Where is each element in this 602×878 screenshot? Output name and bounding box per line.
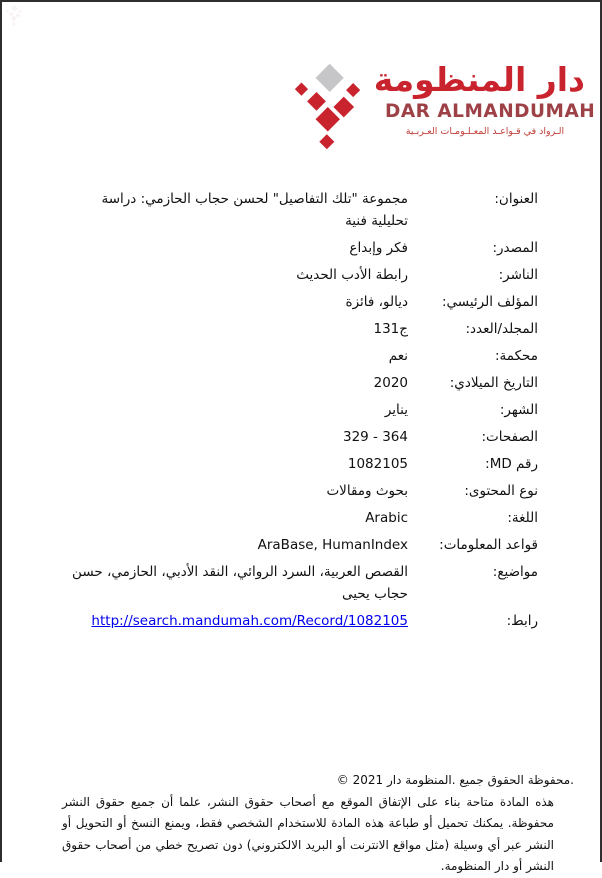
record-row bbox=[62, 480, 538, 502]
watermark-diamonds-icon bbox=[5, 4, 25, 27]
field-label: المصدر: bbox=[492, 240, 538, 256]
field-label: محكمة: bbox=[495, 348, 538, 364]
record-row bbox=[62, 291, 538, 313]
logo-english-name: DAR ALMANDUMAH bbox=[385, 100, 596, 122]
field-label: رابط: bbox=[506, 613, 538, 629]
field-value: ديالو، فائزة bbox=[345, 294, 408, 310]
field-value: بحوث ومقالات bbox=[326, 483, 408, 499]
field-label: مواضيع: bbox=[492, 564, 538, 580]
field-value: Arabic bbox=[365, 510, 408, 526]
field-label: اللغة: bbox=[507, 510, 538, 526]
field-value: يناير bbox=[384, 402, 408, 418]
record-row bbox=[62, 264, 538, 286]
logo bbox=[292, 60, 596, 154]
logo-diamonds-icon bbox=[292, 60, 372, 154]
copyright-line: ©‎ 2021‎ دار‎ المنظومة.‎ جميع‎ الحقوق‎ محفوظة.‎ bbox=[336, 773, 574, 787]
copyright-terms: هذه المادة متاحة بناء على الإتفاق الموقع مع أصحاب حقوق النشر، علما أن جميع حقوق النشر محفوظة. يمكنك تحميل أو طباعة هذه المادة للاستخدام الشخصي فقط، ويمنع النسخ أو التحويل أو النشر عبر أي وسيلة (مثل مواقع الانترنت أو البريد الالكتروني) دون تصريح خطي من أصحاب حقوق النشر أو دار المنظومة. bbox=[62, 794, 554, 873]
record-row bbox=[62, 507, 538, 529]
record-row bbox=[62, 399, 538, 421]
record-row bbox=[62, 345, 538, 367]
logo-text bbox=[373, 60, 596, 137]
field-value: AraBase, HumanIndex bbox=[257, 537, 408, 553]
field-label: رقم MD: bbox=[485, 456, 538, 472]
field-value: فكر وإبداع bbox=[349, 240, 408, 256]
field-value: نعم bbox=[388, 348, 408, 364]
field-label: الشهر: bbox=[499, 402, 538, 418]
record-row bbox=[62, 453, 538, 475]
field-value: 2020 bbox=[373, 375, 408, 391]
field-label: قواعد المعلومات: bbox=[439, 537, 538, 553]
record-row bbox=[62, 534, 538, 556]
field-value: 329 - 364 bbox=[343, 429, 408, 445]
field-value: 1082105 bbox=[347, 456, 408, 472]
record-table bbox=[62, 188, 538, 637]
field-value: القصص العربية، السرد الروائي، النقد الأدبي، الحازمي، حسن حجاب يحيى bbox=[72, 564, 408, 602]
field-label: المجلد/العدد: bbox=[465, 321, 538, 337]
record-row bbox=[62, 426, 538, 448]
record-row bbox=[62, 561, 538, 605]
field-label: نوع المحتوى: bbox=[464, 483, 538, 499]
field-label: المؤلف الرئيسي: bbox=[441, 294, 538, 310]
field-label: العنوان: bbox=[494, 191, 538, 207]
field-value: رابطة الأدب الحديث bbox=[296, 267, 408, 283]
record-row bbox=[62, 318, 538, 340]
footer bbox=[62, 770, 574, 878]
field-value: ج131 bbox=[373, 321, 408, 337]
field-label: التاريخ الميلادي: bbox=[449, 375, 538, 391]
record-link[interactable]: http://search.mandumah.com/Record/1082105 bbox=[91, 613, 408, 629]
record-row bbox=[62, 610, 538, 632]
field-label: الصفحات: bbox=[481, 429, 538, 445]
field-value: مجموعة "تلك التفاصيل" لحسن حجاب الحازمي: دراسة تحليلية فنية bbox=[101, 191, 408, 229]
record-row bbox=[62, 237, 538, 259]
logo-tagline: الـرواد في قـواعـد المعـلـومـات العـربـية bbox=[405, 125, 565, 137]
logo-arabic-name: دار المنظومة bbox=[373, 60, 585, 99]
record-row bbox=[62, 372, 538, 394]
record-row bbox=[62, 188, 538, 232]
field-label: الناشر: bbox=[498, 267, 538, 283]
